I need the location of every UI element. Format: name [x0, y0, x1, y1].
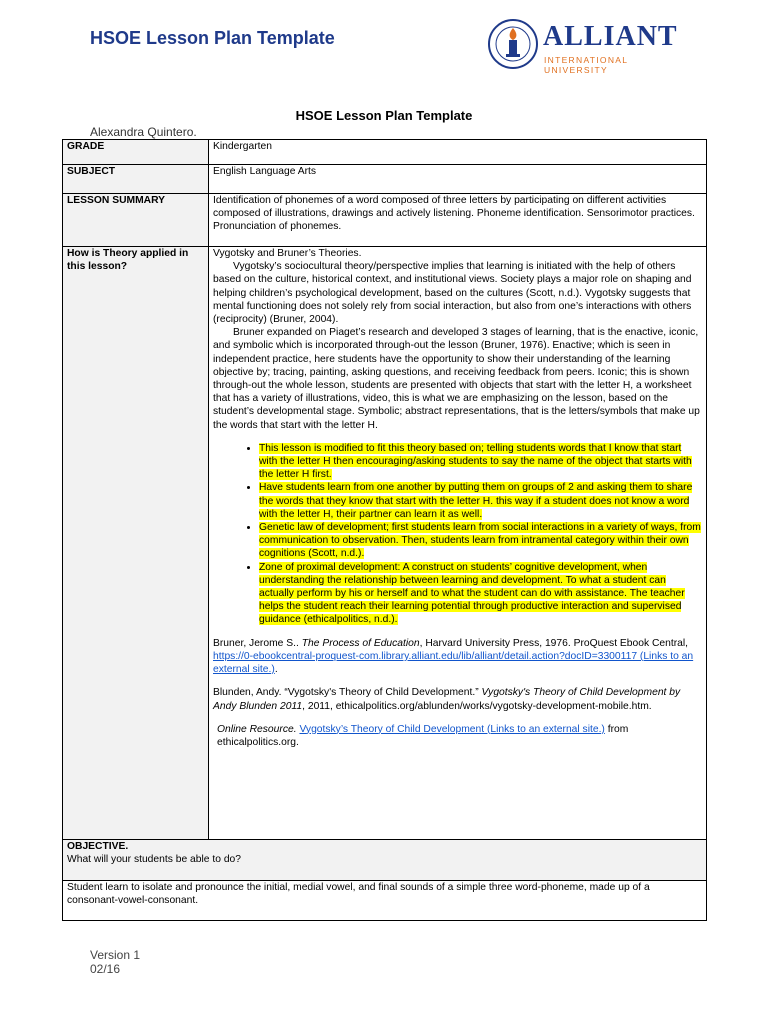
- reference-blunden: [213, 686, 702, 712]
- subject-label: SUBJECT: [63, 165, 209, 194]
- reference-end: .: [274, 664, 278, 676]
- footer: [90, 948, 140, 976]
- list-item: [259, 481, 702, 521]
- logo-subtitle: INTERNATIONAL UNIVERSITY: [544, 55, 628, 75]
- reference-bruner: [213, 637, 702, 677]
- highlighted-text: This lesson is modified to fit this theory based on; telling students words that I know that start with the letter H then encouraging/asking students to say the name of the object that starts with the letter H first.: [259, 442, 692, 481]
- ethicalpolitics-link[interactable]: Vygotsky’s Theory of Child Development (Links to an external site.): [299, 723, 605, 735]
- subject-row: [63, 165, 707, 194]
- footer-version: Version 1: [90, 948, 141, 962]
- theory-row: [63, 247, 707, 840]
- grade-value: Kindergarten: [209, 140, 707, 165]
- objective-answer: Student learn to isolate and pronounce the initial, medial vowel, and final sounds of a simple three word-phoneme, made up of a consonant-vowel-consonant.: [63, 881, 707, 921]
- reference-title: Vygotsky's Theory of Child Development by Andy Blunden 2011: [213, 687, 681, 712]
- reference-publisher: , Harvard University Press, 1976. ProQuest Ebook Central,: [419, 637, 689, 649]
- summary-value: Identification of phonemes of a word composed of three letters by participating on different activities composed of illustrations, drawings and actively listening. Phoneme identification. Sensorimotor practices. Pronunciation of phonemes.: [209, 194, 707, 247]
- reference-title: The Process of Education: [301, 637, 420, 649]
- theory-label: How is Theory applied in this lesson?: [63, 247, 209, 840]
- list-item: [259, 561, 702, 627]
- objective-label: OBJECTIVE.: [67, 841, 129, 852]
- theory-bullet-list: [213, 442, 702, 627]
- reference-source: from ethicalpolitics.org.: [217, 723, 629, 748]
- seal-icon: [487, 18, 539, 70]
- theory-heading: Vygotsky and Bruner’s Theories.: [213, 248, 362, 259]
- subject-value: English Language Arts: [209, 165, 707, 194]
- reference-source: , 2011, ethicalpolitics.org/ablunden/works/vygotsky-development-mobile.htm.: [302, 700, 652, 712]
- reference-label: Online Resource.: [217, 723, 297, 735]
- logo-wordmark: ALLIANT: [543, 21, 678, 52]
- summary-label: LESSON SUMMARY: [63, 194, 209, 247]
- objective-cell: [63, 840, 707, 881]
- objective-answer-row: [63, 881, 707, 921]
- summary-row: [63, 194, 707, 247]
- footer-date: 02/16: [90, 962, 121, 976]
- grade-row: [63, 140, 707, 165]
- highlighted-text: Genetic law of development; first students learn from social interactions in a variety of ways, from communication to observation. Then, students learn from intramental category within their own cognitions (Scott, n.d.).: [259, 522, 701, 560]
- objective-row: [63, 840, 707, 881]
- list-item: [259, 442, 702, 482]
- reference-author: Blunden, Andy. “Vygotsky's Theory of Child Development.”: [213, 687, 482, 699]
- document-title: HSOE Lesson Plan Template: [295, 108, 473, 123]
- header-title: HSOE Lesson Plan Template: [90, 28, 335, 48]
- highlighted-text: Zone of proximal development: A construct on students’ cognitive development, when understanding the relationship between learning and development. To what a student can actually perform by his or herself and to what the student can do with assistance. The teacher helps the student reach their learning potential through productive interaction and supervised guidance (ethicalpolitics, n.d.).: [259, 561, 685, 626]
- author-name: Alexandra Quintero.: [90, 125, 197, 139]
- theory-paragraph-bruner: Bruner expanded on Piaget’s research and developed 3 stages of learning, that is the enactive, iconic, and symbolic which is incorporated through-out the lesson (Bruner, 1976). Enactive; which is seen in independent practice, here students have the opportunity to show their understanding of the learning objective by; tracing, painting, asking questions, and receiving feedback from peers. Iconic; this is shown through-out the whole lesson, students are presented with objects that start with the letter H, a worksheet that has a variety of illustrations, video, this is what we are emphasizing on the lesson, based on the student’s developmental stage. Symbolic; abstract representations, that is the letters/symbols that make up the words that start with the letter H.: [213, 327, 700, 431]
- proquest-link[interactable]: https://0-ebookcentral-proquest-com.library.alliant.edu/lib/alliant/detail.action?docID=3300117 (Links to an external site.): [213, 650, 694, 676]
- objective-question: What will your students be able to do?: [67, 854, 242, 866]
- grade-label: GRADE: [63, 140, 209, 165]
- list-item: [259, 521, 702, 561]
- alliant-logo: [487, 15, 687, 75]
- reference-online: [213, 723, 702, 749]
- highlighted-text: Have students learn from one another by putting them on groups of 2 and asking them to share the words that they know that start with the letter H. this way if a student does not know a word with the letter H, their partner can learn it as well.: [259, 482, 693, 520]
- reference-author: Bruner, Jerome S..: [213, 637, 302, 649]
- theory-content: [209, 247, 707, 840]
- lesson-plan-table: [62, 139, 707, 921]
- theory-paragraph-vygotsky: Vygotsky’s sociocultural theory/perspective implies that learning is initiated with the help of others based on the culture, historical context, and institutional views. Society plays a major role on shaping and helping children’s psychological development, based on the cultures (Scott, n.d.). Vygotsky suggests that mental functioning does not solely rely from social interaction, but also from one’s interactions with others (reciprocity) (Bruner, 2004).: [213, 261, 692, 326]
